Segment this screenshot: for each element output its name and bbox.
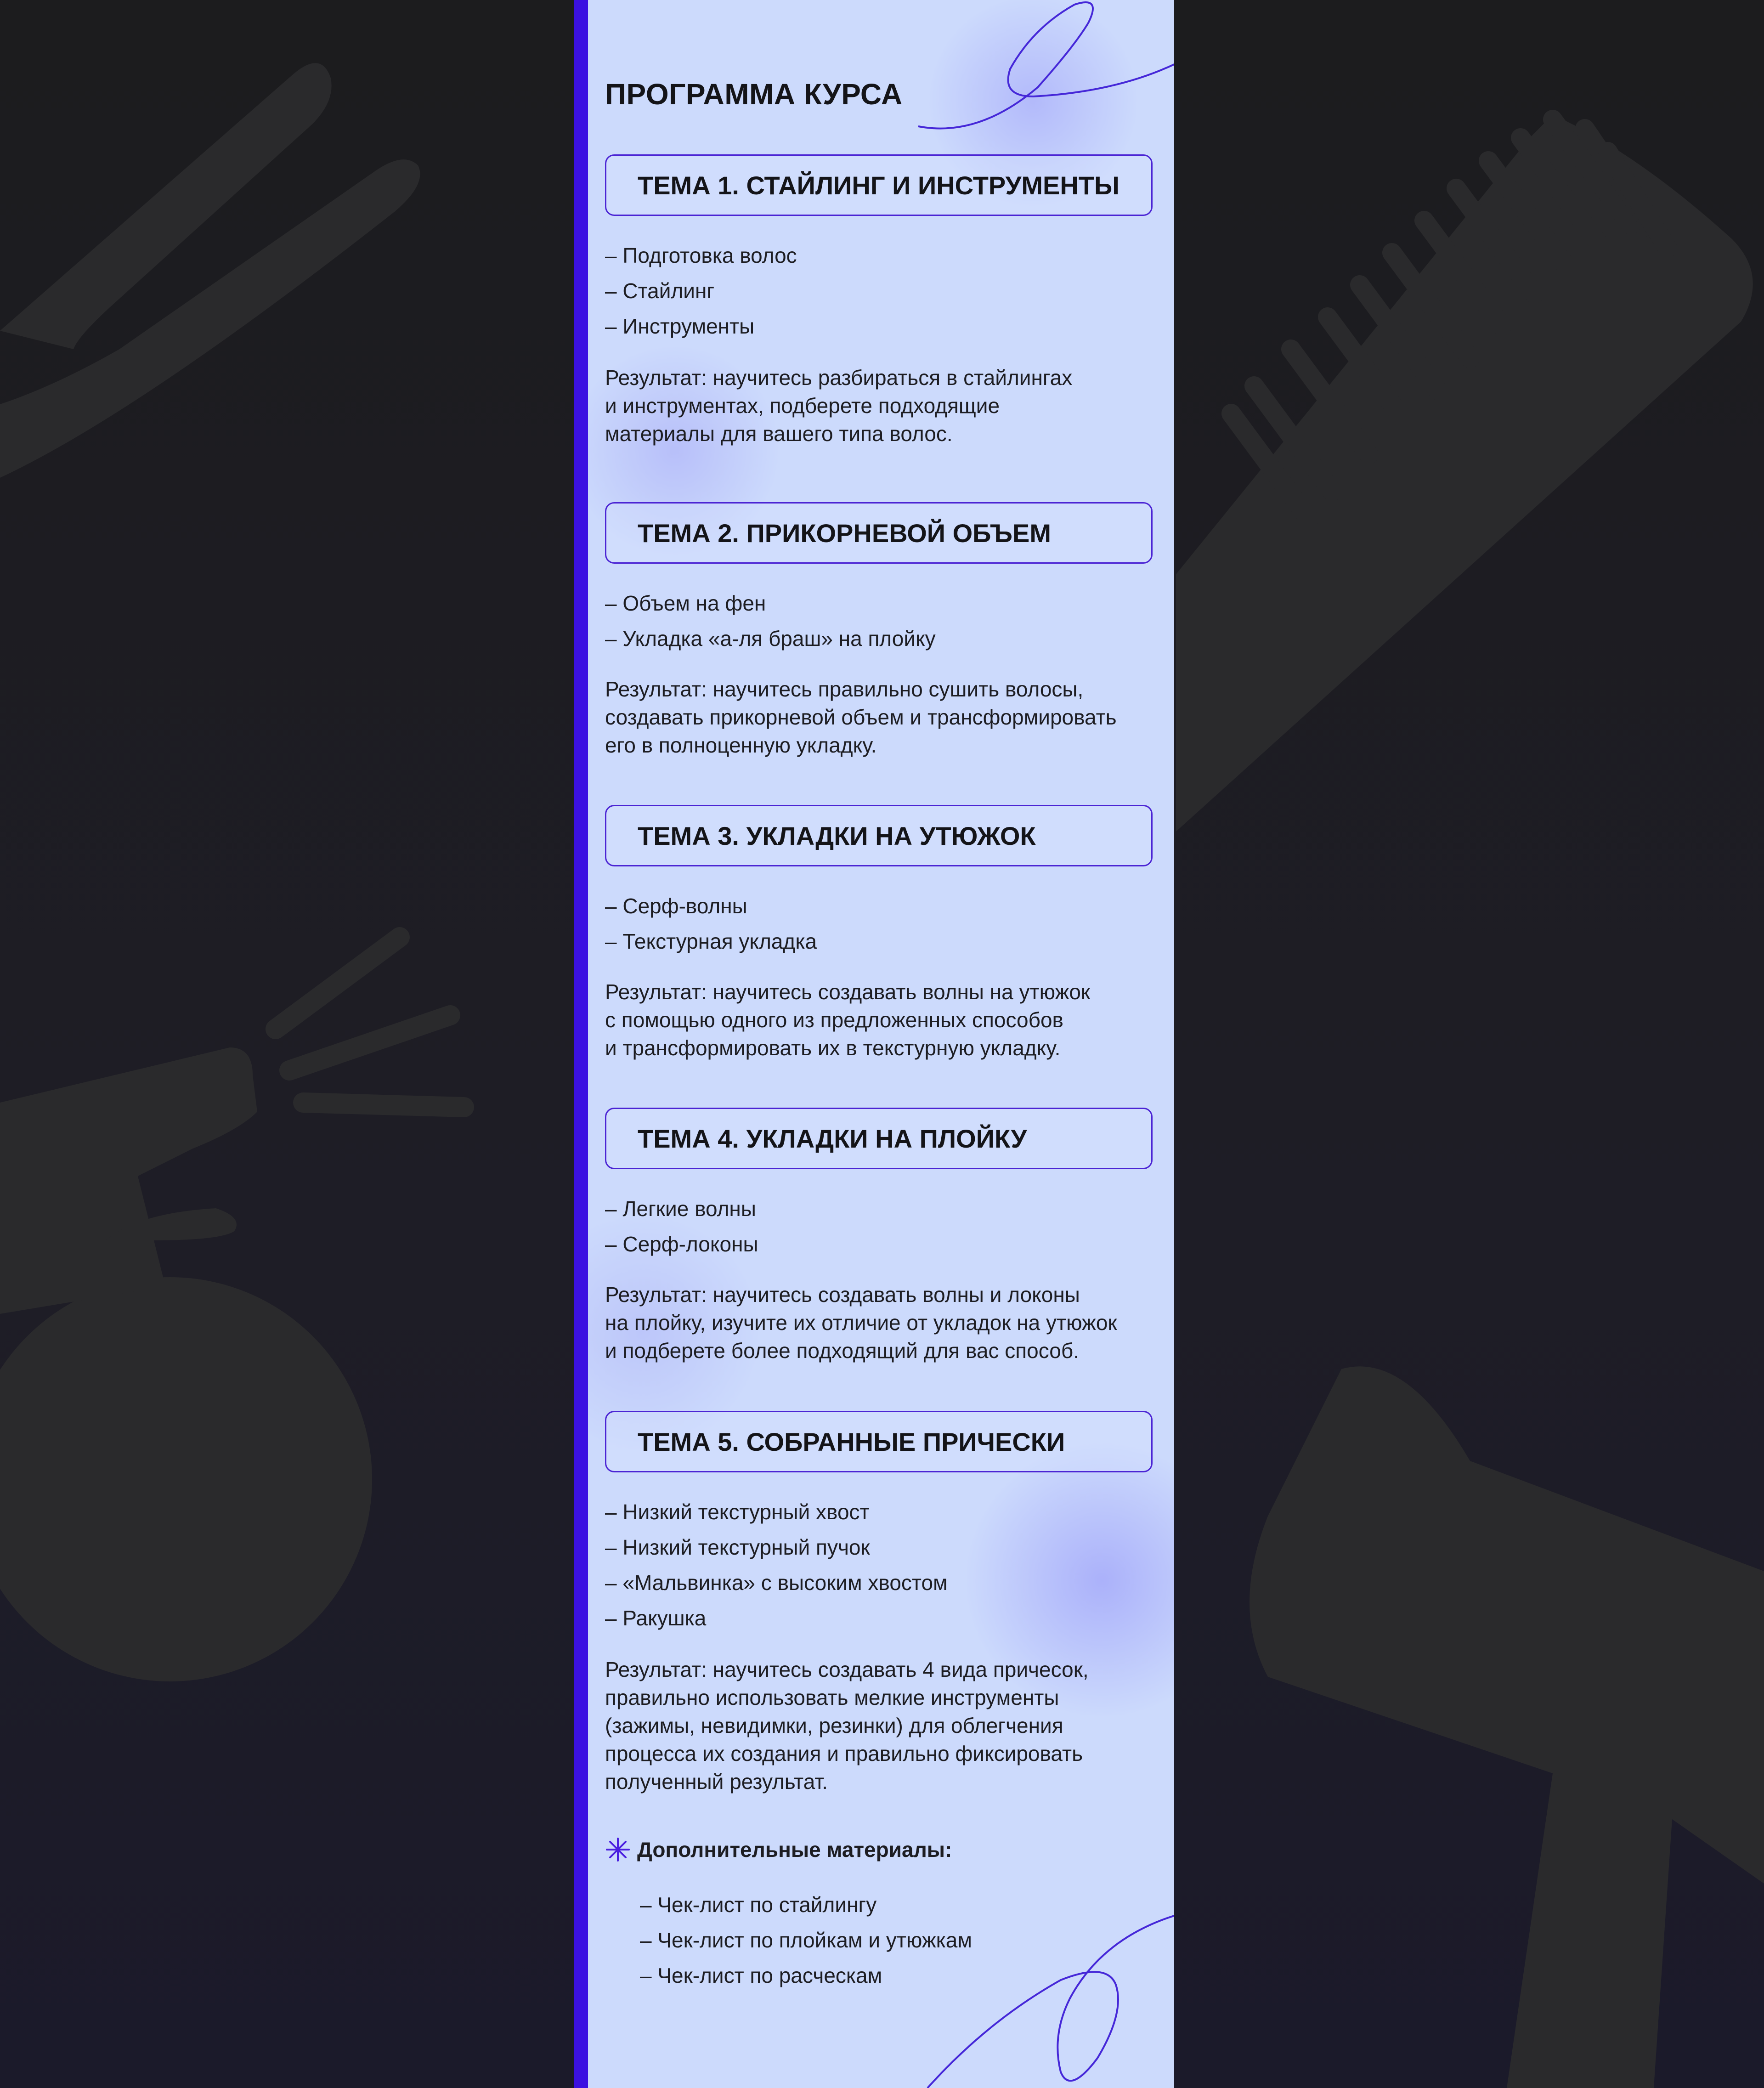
list-item: – Чек-лист по расческам [640,1964,882,1987]
topic-4-list [605,1191,758,1262]
topic-title: ТЕМА 1. СТАЙЛИНГ И ИНСТРУМЕНТЫ [638,170,1119,200]
list-item: – Чек-лист по стайлингу [640,1893,877,1917]
topic-3-result: Результат: научитесь создавать волны на утюжок с помощью одного из предложенных способов и трансформировать их в текстурную укладку. [605,980,1091,1060]
list-item: – Стайлинг [605,279,715,303]
spray-bottle-icon [0,1047,372,1681]
topic-title: ТЕМА 3. УКЛАДКИ НА УТЮЖОК [638,821,1036,850]
topic-3-header [605,805,1153,866]
topic-5-result: Результат: научитесь создавать 4 вида причесок, правильно использовать мелкие инструменты (зажимы, невидимки, резинки) для облегчения процесса их создания и правильно фиксировать полученный результат. [605,1658,1089,1794]
extra-materials-list [640,1887,972,1993]
page-title: ПРОГРАММА КУРСА [605,78,903,111]
topic-2-list [605,586,936,656]
topic-1-list [605,238,797,344]
topic-5-list [605,1494,948,1636]
topic-title: ТЕМА 2. ПРИКОРНЕВОЙ ОБЪЕМ [638,518,1051,548]
list-item: – Серф-волны [605,894,747,918]
list-item: – Ракушка [605,1606,707,1630]
hair-dryer-icon [1250,1366,1764,2088]
extra-materials-label: Дополнительные материалы: [637,1838,952,1862]
topic-1-result: Результат: научитесь разбираться в стайлингах и инструментах, подберете подходящие материалы для вашего типа волос. [605,366,1073,446]
extra-materials-heading [605,1837,952,1862]
list-item: – Серф-локоны [605,1232,758,1256]
accent-stripe [574,0,588,2088]
list-item: – Инструменты [605,314,755,338]
topic-2-result: Результат: научитесь правильно сушить волосы, создавать прикорневой объем и трансформировать его в полноценную укладку. [605,677,1117,757]
topic-title: ТЕМА 4. УКЛАДКИ НА ПЛОЙКУ [638,1124,1027,1153]
topic-4-result: Результат: научитесь создавать волны и локоны на плойку, изучите их отличие от укладок на утюжок и подберете более подходящий для вас способ. [605,1283,1117,1363]
flat-iron-icon [0,63,420,478]
topic-2-header [605,502,1153,564]
topic-4-header [605,1108,1153,1169]
list-item: – Укладка «а-ля браш» на плойку [605,627,936,651]
list-item: – Низкий текстурный хвост [605,1500,870,1524]
list-item: – Легкие волны [605,1197,756,1221]
topic-title: ТЕМА 5. СОБРАННЫЕ ПРИЧЕСКИ [638,1427,1065,1456]
topic-5-header [605,1411,1153,1472]
topic-1-header [605,154,1153,216]
asterisk-icon [605,1837,631,1862]
list-item: – «Мальвинка» с высоким хвостом [605,1571,948,1595]
comb-icon [1176,115,1753,832]
list-item: – Текстурная укладка [605,929,817,953]
list-item: – Подготовка волос [605,243,797,267]
topic-3-list [605,888,817,959]
list-item: – Низкий текстурный пучок [605,1535,870,1559]
list-item: – Чек-лист по плойкам и утюжкам [640,1928,972,1952]
list-item: – Объем на фен [605,591,766,615]
course-program-panel [574,0,1174,2088]
